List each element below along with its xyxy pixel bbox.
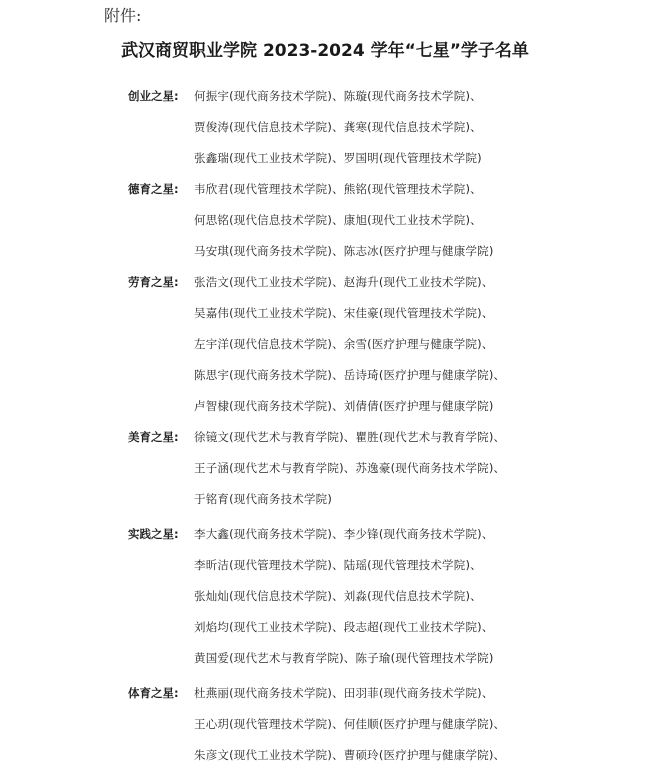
- category-line: [128, 205, 648, 236]
- student-entries: 杜燕丽(现代商务技术学院)、田羽菲(现代商务技术学院)、: [194, 686, 494, 700]
- attachment-label: 附件:: [104, 6, 142, 25]
- category-label: 创业之星:: [128, 89, 179, 103]
- category-label: 德育之星:: [128, 182, 179, 196]
- category-line: [128, 709, 648, 740]
- category-label: 体育之星:: [128, 686, 179, 700]
- category-line: [128, 391, 648, 422]
- category-line: [128, 143, 648, 174]
- student-entries: 黄国爱(现代艺术与教育学院)、陈子瑜(现代管理技术学院): [194, 651, 494, 665]
- category-line: [128, 174, 648, 205]
- category-line: [128, 678, 648, 709]
- category-line: [128, 422, 648, 453]
- category-line: [128, 453, 648, 484]
- category-line: [128, 740, 648, 771]
- student-entries: 贾俊涛(现代信息技术学院)、龚寒(现代信息技术学院)、: [194, 120, 482, 134]
- student-entries: 王心玥(现代管理技术学院)、何佳顺(医疗护理与健康学院)、: [194, 717, 506, 731]
- student-entries: 李昕洁(现代管理技术学院)、陆瑶(现代管理技术学院)、: [194, 558, 482, 572]
- document-title: 武汉商贸职业学院 2023-2024 学年“七星”学子名单: [121, 41, 529, 61]
- student-entries: 张浩文(现代工业技术学院)、赵海升(现代工业技术学院)、: [194, 275, 494, 289]
- student-entries: 朱彦文(现代工业技术学院)、曹硕玲(医疗护理与健康学院)、: [194, 748, 506, 762]
- category-line: [128, 643, 648, 674]
- honor-list: [128, 81, 648, 771]
- category-line: [128, 329, 648, 360]
- category-label: 劳育之星:: [128, 275, 179, 289]
- category-line: [128, 236, 648, 267]
- category-line: [128, 267, 648, 298]
- category-line: [128, 360, 648, 391]
- student-entries: 刘焰均(现代工业技术学院)、段志超(现代工业技术学院)、: [194, 620, 494, 634]
- student-entries: 李大鑫(现代商务技术学院)、李少锋(现代商务技术学院)、: [194, 527, 494, 541]
- student-entries: 徐镜文(现代艺术与教育学院)、瞿胜(现代艺术与教育学院)、: [194, 430, 506, 444]
- category-line: [128, 298, 648, 329]
- student-entries: 陈思宇(现代商务技术学院)、岳诗琦(医疗护理与健康学院)、: [194, 368, 506, 382]
- student-entries: 张鑫瑞(现代工业技术学院)、罗国明(现代管理技术学院): [194, 151, 482, 165]
- student-entries: 韦欣君(现代管理技术学院)、熊铭(现代管理技术学院)、: [194, 182, 482, 196]
- student-entries: 张灿灿(现代信息技术学院)、刘淼(现代信息技术学院)、: [194, 589, 482, 603]
- student-entries: 何振宇(现代商务技术学院)、陈璇(现代商务技术学院)、: [194, 89, 482, 103]
- category-line: [128, 519, 648, 550]
- category-label: 实践之星:: [128, 527, 179, 541]
- category-line: [128, 484, 648, 515]
- student-entries: 何思铭(现代信息技术学院)、康旭(现代工业技术学院)、: [194, 213, 482, 227]
- category-line: [128, 81, 648, 112]
- student-entries: 于铭育(现代商务技术学院): [194, 492, 333, 506]
- category-label: 美育之星:: [128, 430, 179, 444]
- student-entries: 马安琪(现代商务技术学院)、陈志冰(医疗护理与健康学院): [194, 244, 494, 258]
- category-line: [128, 550, 648, 581]
- category-line: [128, 612, 648, 643]
- student-entries: 左宇洋(现代信息技术学院)、余雪(医疗护理与健康学院)、: [194, 337, 494, 351]
- student-entries: 吴嘉伟(现代工业技术学院)、宋佳豪(现代管理技术学院)、: [194, 306, 494, 320]
- category-line: [128, 112, 648, 143]
- student-entries: 王子涵(现代艺术与教育学院)、苏逸豪(现代商务技术学院)、: [194, 461, 506, 475]
- category-line: [128, 581, 648, 612]
- student-entries: 卢智棣(现代商务技术学院)、刘倩倩(医疗护理与健康学院): [194, 399, 494, 413]
